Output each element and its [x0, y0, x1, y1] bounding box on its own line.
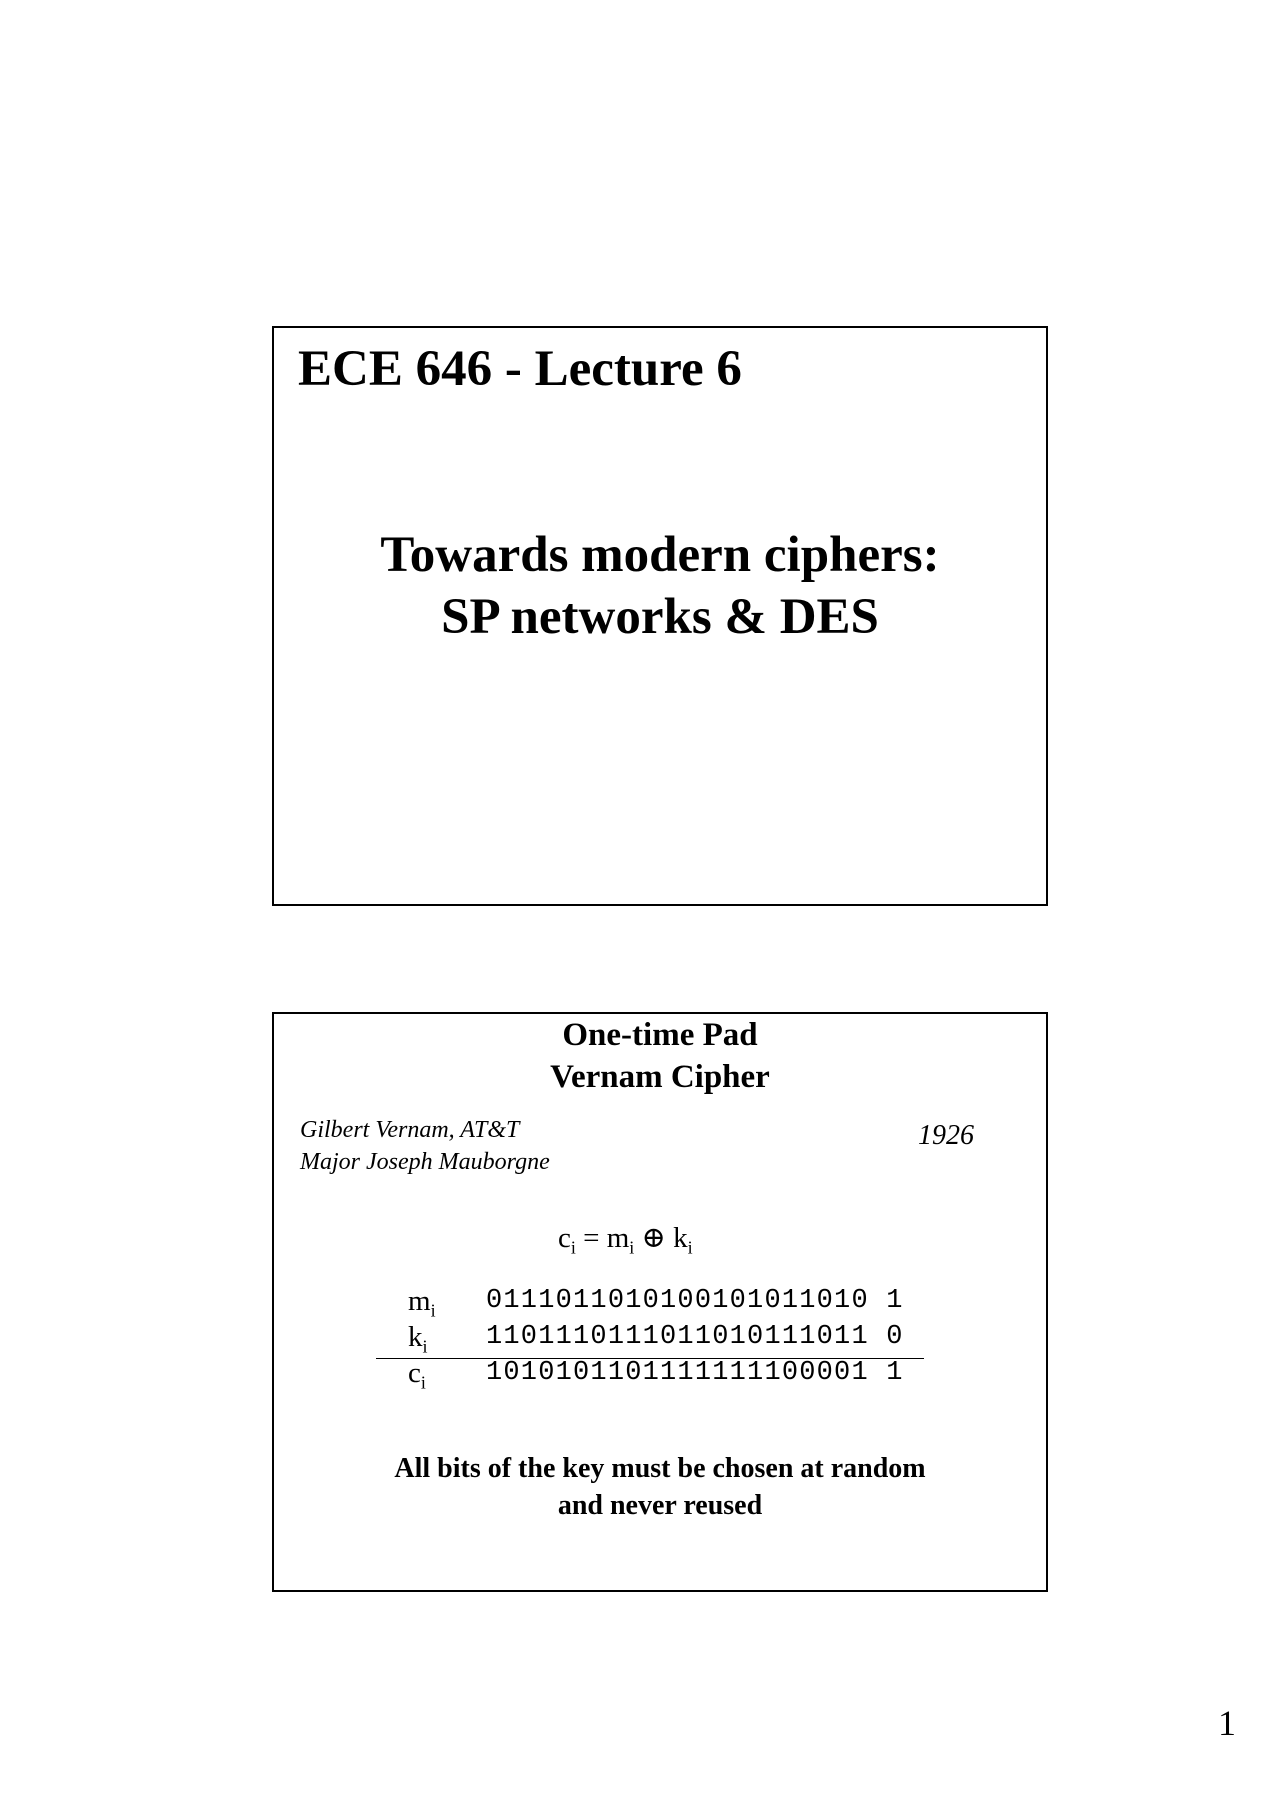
xor-example-table [376, 1284, 924, 1392]
var-letter: k [408, 1321, 423, 1353]
row-bits: 1010101101111111100001 1 [486, 1358, 904, 1388]
formula-xor-k: ⊕ k [634, 1222, 688, 1254]
var-sub: i [430, 1300, 436, 1321]
author-2: Major Joseph Mauborgne [300, 1149, 550, 1175]
heading-line-2: Vernam Cipher [550, 1059, 770, 1095]
warning-line-2: and never reused [557, 1490, 763, 1521]
formula-sub-m: i [629, 1237, 635, 1258]
row-label [408, 1356, 426, 1393]
heading-line-1: One-time Pad [562, 1017, 758, 1053]
warning-line-1: All bits of the key must be chosen at random [394, 1453, 926, 1484]
subtitle-line-1: Towards modern ciphers: [380, 527, 940, 583]
subtitle-line-2: SP networks & DES [441, 589, 879, 645]
lecture-subtitle [274, 524, 1046, 648]
xor-formula [558, 1220, 693, 1258]
row-label [408, 1320, 428, 1357]
formula-sub-c: i [570, 1237, 576, 1258]
var-sub: i [422, 1336, 428, 1357]
row-bits: 0111011010100101011010 1 [486, 1286, 904, 1316]
authors [300, 1114, 550, 1178]
formula-sub-k: i [687, 1237, 693, 1258]
var-letter: c [408, 1357, 421, 1389]
slide-one-time-pad [272, 1012, 1048, 1592]
slide-title [272, 326, 1048, 906]
table-row-message [376, 1284, 924, 1320]
formula-eq-m: = m [575, 1222, 630, 1254]
row-bits: 1101110111011010111011 0 [486, 1322, 904, 1352]
var-sub: i [420, 1372, 426, 1393]
row-label [408, 1284, 436, 1321]
table-row-ciphertext [376, 1356, 924, 1392]
formula-c: c [558, 1222, 571, 1254]
key-warning [274, 1450, 1046, 1524]
year: 1926 [918, 1120, 974, 1151]
table-row-key [376, 1320, 924, 1356]
var-letter: m [408, 1285, 431, 1317]
lecture-title: ECE 646 - Lecture 6 [298, 341, 742, 397]
page-number: 1 [1218, 1703, 1236, 1743]
author-1: Gilbert Vernam, AT&T [300, 1117, 520, 1143]
slide-heading [274, 1014, 1046, 1098]
